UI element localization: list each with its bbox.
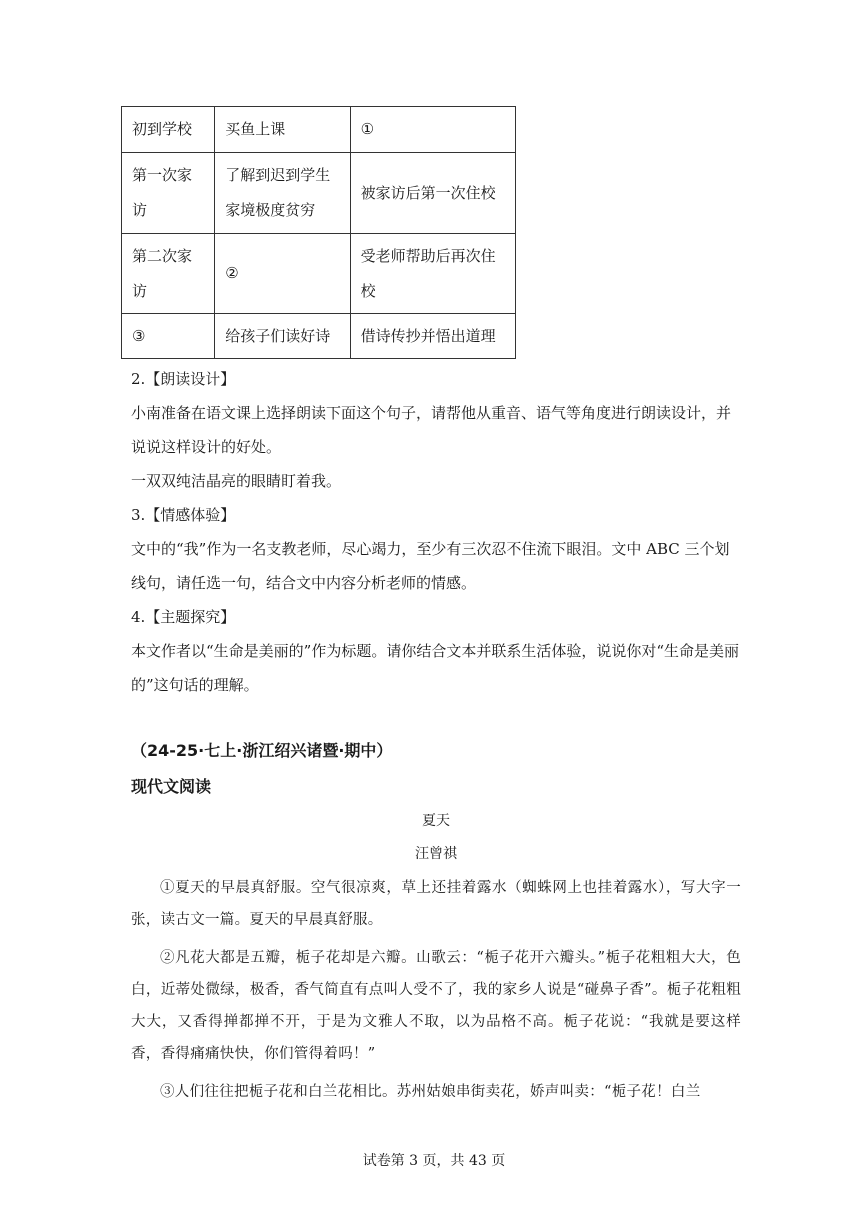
table-row — [122, 153, 516, 234]
question-3-title: 3.【情感体验】 — [131, 506, 236, 524]
table-row — [122, 234, 516, 314]
question-4-title: 4.【主题探究】 — [131, 608, 236, 626]
article-paragraph: ①夏天的早晨真舒服。空气很凉爽，草上还挂着露水（蜘蛛网上也挂着露水），写大字一张，读古文一篇。夏天的早晨真舒服。 — [131, 880, 741, 928]
question-2-sentence: 一双双纯洁晶亮的眼睛盯着我。 — [131, 472, 342, 490]
table-cell: 买鱼上课 — [215, 107, 350, 153]
page-footer: 试卷第 3 页，共 43 页 — [362, 1153, 506, 1169]
table-cell: 借诗传抄并悟出道理 — [350, 314, 515, 359]
table-cell: 给孩子们读好诗 — [215, 314, 350, 359]
table-cell: ③ — [122, 314, 215, 359]
table-cell: 了解到迟到学生家境极度贫穷 — [215, 153, 350, 234]
article-paragraph: ②凡花大都是五瓣，栀子花却是六瓣。山歌云：“栀子花开六瓣头。”栀子花粗粗大大，色白，近蒂处微绿，极香，香气简直有点叫人受不了，我的家乡人说是“碰鼻子香”。栀子花粗粗大大，又香得掸都掸不开，于是为文雅人不取，以为品格不高。栀子花说：“我就是要这样香，香得痛痛快快，你们管得着吗！” — [131, 950, 741, 1062]
article-paragraph: ③人们往往把栀子花和白兰花相比。苏州姑娘串街卖花，娇声叫卖：“栀子花！白兰 — [160, 1084, 701, 1100]
section-heading: 现代文阅读 — [131, 777, 212, 796]
question-2-body: 小南准备在语文课上选择朗读下面这个句子，请帮他从重音、语气等角度进行朗读设计，并说说这样设计的好处。 — [131, 404, 732, 456]
table-cell: 第二次家访 — [122, 234, 215, 314]
table-row — [122, 314, 516, 359]
question-3-body: 文中的“我”作为一名支教老师，尽心竭力，至少有三次忍不住流下眼泪。文中 ABC 三个划线句，请任选一句，结合文中内容分析老师的情感。 — [131, 540, 730, 592]
table-cell: 受老师帮助后再次住校 — [350, 234, 515, 314]
question-4-body: 本文作者以“生命是美丽的”作为标题。请你结合文本并联系生活体验，说说你对“生命是美丽的”这句话的理解。 — [131, 642, 740, 694]
question-2-title: 2.【朗读设计】 — [131, 370, 236, 388]
table-row — [122, 107, 516, 153]
table-cell: 初到学校 — [122, 107, 215, 153]
table-cell: ② — [215, 234, 350, 314]
table-cell: 第一次家访 — [122, 153, 215, 234]
article-title: 夏天 — [422, 813, 450, 829]
article-author: 汪曾祺 — [415, 846, 457, 862]
table-cell: 被家访后第一次住校 — [350, 153, 515, 234]
source-citation: （24-25·七上·浙江绍兴诸暨·期中） — [131, 741, 393, 760]
table-cell: ① — [350, 107, 515, 153]
plot-summary-table — [121, 106, 516, 359]
